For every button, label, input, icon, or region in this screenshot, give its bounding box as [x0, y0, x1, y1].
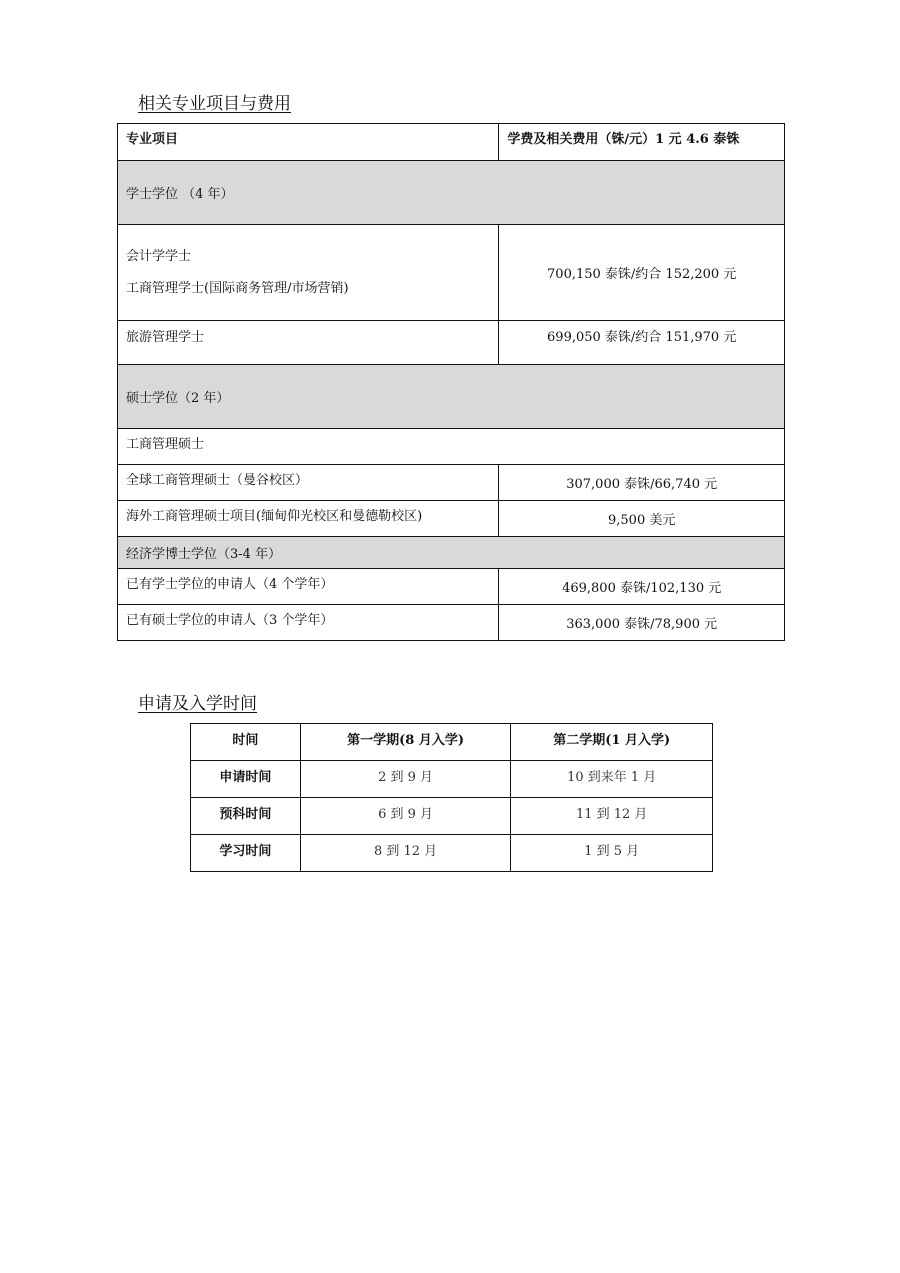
- dates-section-title: 申请及入学时间: [138, 694, 257, 714]
- program-fee: 699,050 泰铢/约合 151,970 元: [499, 321, 785, 365]
- program-name: [118, 225, 499, 321]
- header-fee: 学费及相关费用（铢/元）1 元 4.6 泰铢: [499, 124, 785, 161]
- program-line: 工商管理学士(国际商务管理/市场营销): [126, 280, 349, 296]
- term2-value: 1 到 5 月: [511, 835, 713, 872]
- category-doctor: 经济学博士学位（3-4 年）: [118, 537, 785, 569]
- table-row: [118, 605, 785, 641]
- table-row: [191, 835, 713, 872]
- table-row: [118, 501, 785, 537]
- program-name: 旅游管理学士: [118, 321, 499, 365]
- term1-value: 2 到 9 月: [300, 761, 511, 798]
- table-row: [118, 465, 785, 501]
- row-label: 预科时间: [191, 798, 301, 835]
- program-name: 已有学士学位的申请人（4 个学年）: [118, 569, 499, 605]
- program-fee: 9,500 美元: [499, 501, 785, 537]
- header-program: 专业项目: [118, 124, 499, 161]
- fees-table: [117, 123, 785, 641]
- dates-table: [190, 723, 713, 872]
- header-time: 时间: [191, 724, 301, 761]
- master-subheading: 工商管理硕士: [118, 429, 785, 465]
- program-name: 海外工商管理硕士项目(缅甸仰光校区和曼德勒校区): [118, 501, 499, 537]
- term1-value: 6 到 9 月: [300, 798, 511, 835]
- header-term2: 第二学期(1 月入学): [511, 724, 713, 761]
- program-fee: 469,800 泰铢/102,130 元: [499, 569, 785, 605]
- table-row: [191, 761, 713, 798]
- program-fee: 700,150 泰铢/约合 152,200 元: [499, 225, 785, 321]
- row-label: 申请时间: [191, 761, 301, 798]
- table-row: [191, 798, 713, 835]
- program-line: 会计学学士: [126, 248, 192, 264]
- term1-value: 8 到 12 月: [300, 835, 511, 872]
- table-row: [118, 569, 785, 605]
- table-row: [118, 225, 785, 321]
- program-fee: 307,000 泰铢/66,740 元: [499, 465, 785, 501]
- fees-section-title: 相关专业项目与费用: [138, 94, 291, 114]
- program-name: 已有硕士学位的申请人（3 个学年）: [118, 605, 499, 641]
- header-term1: 第一学期(8 月入学): [300, 724, 511, 761]
- category-master: 硕士学位（2 年）: [118, 365, 785, 429]
- table-header-row: [191, 724, 713, 761]
- category-row-doctor: [118, 537, 785, 569]
- term2-value: 11 到 12 月: [511, 798, 713, 835]
- program-fee: 363,000 泰铢/78,900 元: [499, 605, 785, 641]
- category-row-master: [118, 365, 785, 429]
- category-row-bachelor: [118, 161, 785, 225]
- row-label: 学习时间: [191, 835, 301, 872]
- table-row: [118, 321, 785, 365]
- table-header-row: [118, 124, 785, 161]
- category-bachelor: 学士学位 （4 年）: [118, 161, 785, 225]
- term2-value: 10 到来年 1 月: [511, 761, 713, 798]
- subheading-row: [118, 429, 785, 465]
- program-name: 全球工商管理硕士（曼谷校区）: [118, 465, 499, 501]
